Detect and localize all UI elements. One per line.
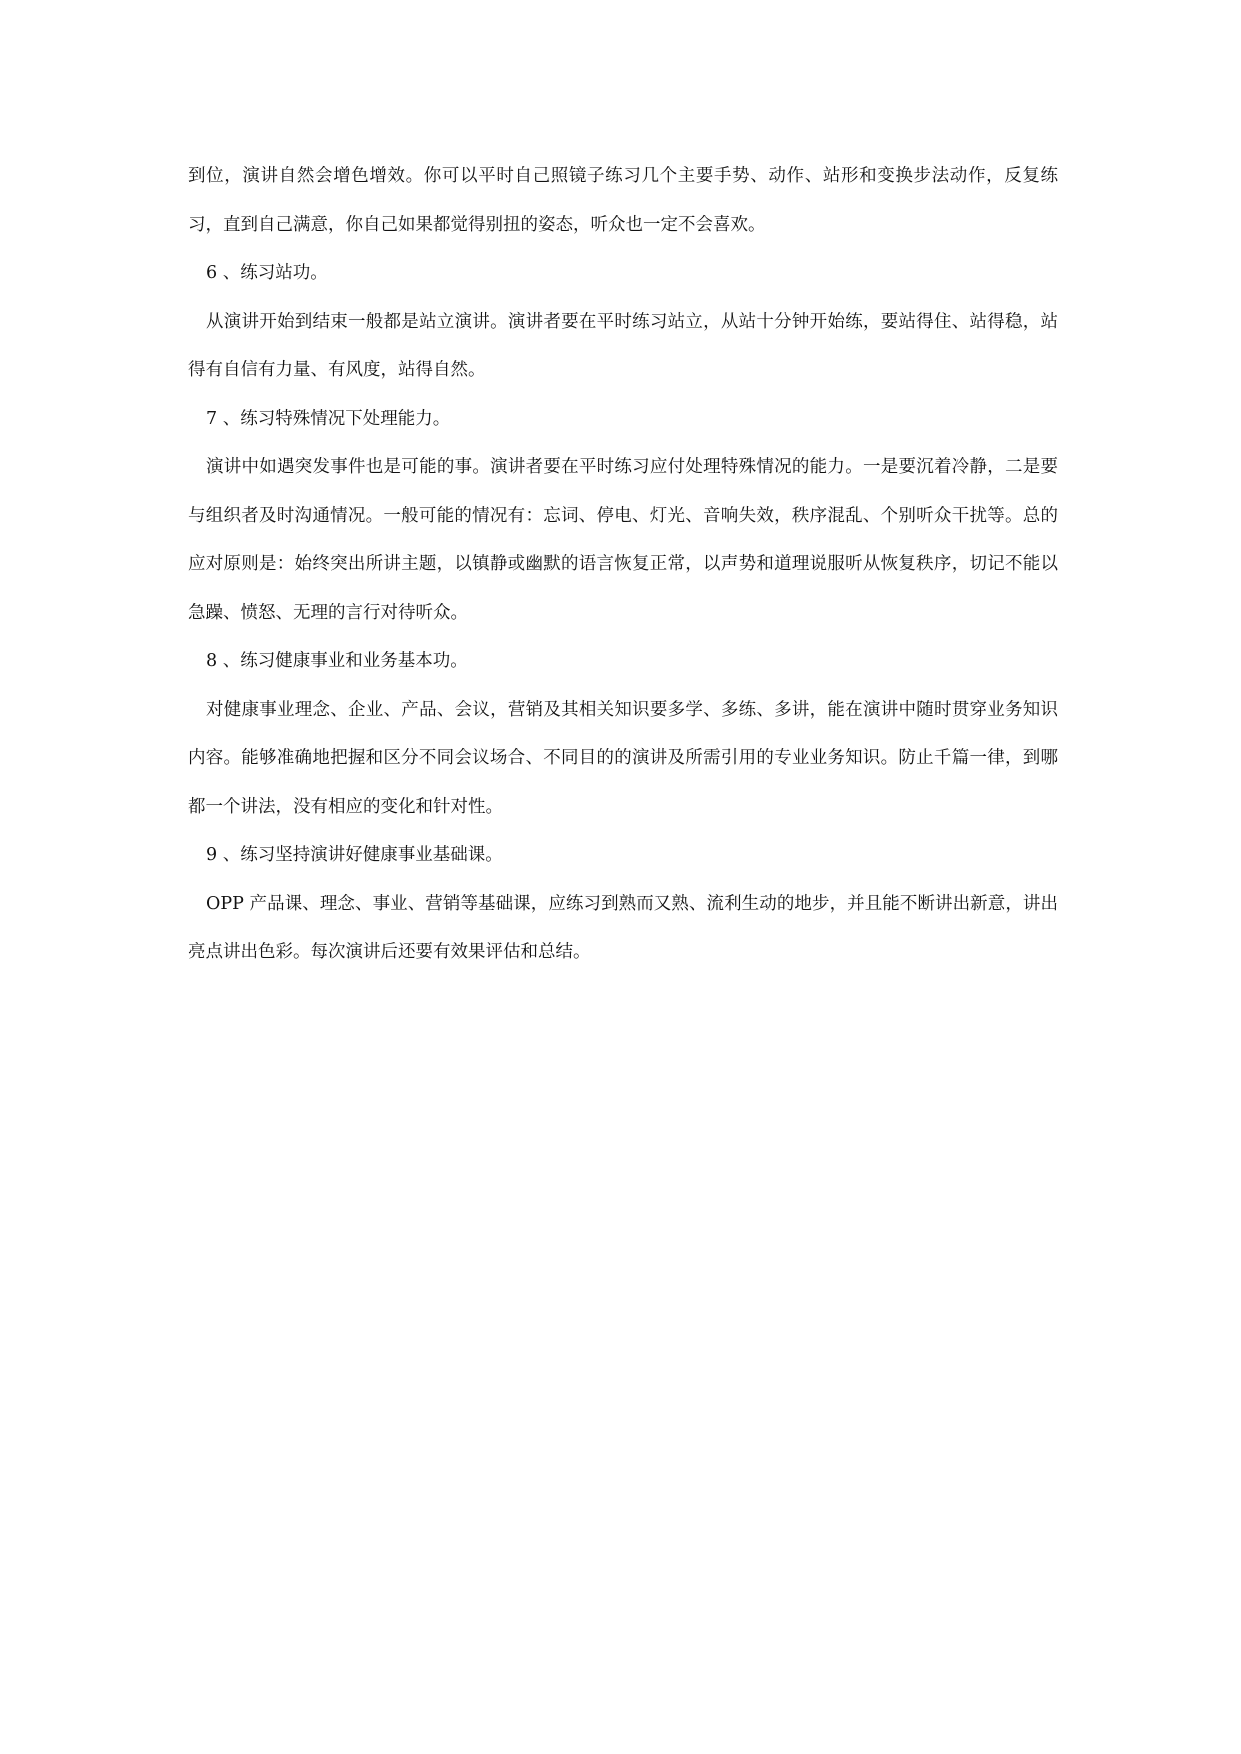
paragraph-basic-courses: OPP 产品课、理念、事业、营销等基础课，应练习到熟而又熟、流利生动的地步，并且能不断讲出新意，讲出亮点讲出色彩。每次演讲后还要有效果评估和总结。	[188, 893, 1058, 962]
paragraph-business-basics: 对健康事业理念、企业、产品、会议，营销及其相关知识要多学、多练、多讲，能在演讲中随时贯穿业务知识内容。能够准确地把握和区分不同会议场合、不同目的的演讲及所需引用的专业业务知识。防止千篇一律，到哪都一个讲法，没有相应的变化和针对性。	[188, 699, 1058, 817]
heading-8-business-basics: 8 、练习健康事业和业务基本功。	[206, 651, 468, 671]
document-body	[188, 152, 1058, 977]
heading-7-special-situations: 7 、练习特殊情况下处理能力。	[206, 408, 451, 429]
paragraph-special-situations: 演讲中如遇突发事件也是可能的事。演讲者要在平时练习应付处理特殊情况的能力。一是要沉着冷静，二是要与组织者及时沟通情况。一般可能的情况有：忘词、停电、灯光、音响失效，秩序混乱、个别听众干扰等。总的应对原则是：始终突出所讲主题，以镇静或幽默的语言恢复正常，以声势和道理说服听从恢复秩序，切记不能以急躁、愤怒、无理的言行对待听众。	[188, 457, 1058, 623]
paragraph-continuation: 到位，演讲自然会增色增效。你可以平时自己照镜子练习几个主要手势、动作、站形和变换步法动作，反复练习，直到自己满意，你自己如果都觉得别扭的姿态，听众也一定不会喜欢。	[188, 166, 1058, 235]
heading-9-basic-courses: 9 、练习坚持演讲好健康事业基础课。	[206, 845, 503, 865]
paragraph-standing: 从演讲开始到结束一般都是站立演讲。演讲者要在平时练习站立，从站十分钟开始练，要站得住、站得稳，站得有自信有力量、有风度，站得自然。	[188, 311, 1058, 380]
heading-6-practice-standing: 6 、练习站功。	[206, 263, 328, 283]
